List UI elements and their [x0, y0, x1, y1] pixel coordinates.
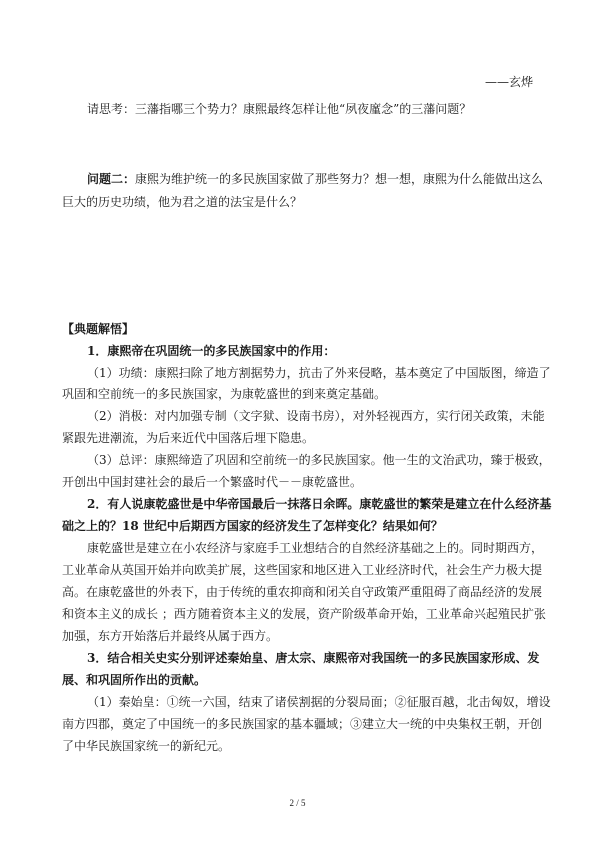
page-number: 2 / 5 [289, 798, 306, 808]
q2-answer-line3: 高。在康乾盛世的外表下，由于传统的重农抑商和闭关自守政策严重阻碍了商品经济的发展 [62, 585, 543, 599]
q2-answer-line5: 加强，东方开始落后并最终从属于西方。 [62, 629, 279, 643]
question2-text: 康熙为维护统一的多民族国家做了那些努力？想一想，康熙为什么能做出这么 [135, 172, 544, 186]
q3-title-line2: 展、和巩固所作出的贡献。 [62, 673, 207, 687]
q2-answer-line2: 工业革命从英国开始并向欧美扩展，这些国家和地区进入工业经济时代，社会生产力极大提 [62, 563, 543, 577]
question2-label: 问题二： [87, 172, 136, 186]
q3-answer-line3: 了中华民族国家统一的新纪元。 [62, 739, 231, 753]
q1-title: 1．康熙帝在巩固统一的多民族国家中的作用： [87, 344, 336, 358]
q2-title-line2: 础之上的？18 世纪中后期西方国家的经济发生了怎样变化？结果如何？ [62, 519, 443, 533]
q1-p2-line1: （2）消极：对内加强专制（文字狱、设南书房），对外轻视西方，实行闭关政策，未能 [87, 409, 545, 423]
q3-answer-line2: 南方四郡，奠定了中国统一的多民族国家的基本疆域；③建立大一统的中央集权王朝，开创 [62, 717, 543, 731]
q1-p3-line1: （3）总评：康熙缔造了巩固和空前统一的多民族国家。他一生的文治武功，臻于极致， [87, 453, 551, 467]
think-question: 请思考：三藩指哪三个势力？康熙最终怎样让他“夙夜廑念”的三藩问题？ [87, 102, 472, 116]
q1-p1-line2: 巩固和空前统一的多民族国家，为康乾盛世的到来奠定基础。 [62, 387, 387, 401]
q1-p3-line2: 开创出中国封建社会的最后一个繁盛时代－－康乾盛世。 [62, 475, 363, 489]
q2-answer-line1: 康乾盛世是建立在小农经济与家庭手工业想结合的自然经济基础之上的。同时期西方， [87, 541, 544, 555]
question2-line2: 巨大的历史功绩，他为君之道的法宝是什么？ [62, 195, 303, 209]
q3-answer-line1: （1）秦始皇：①统一六国，结束了诸侯割据的分裂局面；②征服百越，北击匈奴，增设 [87, 695, 551, 709]
q3-title-line1: 3．结合相关史实分别评述秦始皇、唐太宗、康熙帝对我国统一的多民族国家形成、发 [87, 651, 540, 665]
signature: ——玄烨 [484, 75, 533, 89]
q1-p1-line1: （1）功绩：康熙扫除了地方割据势力，抗击了外来侵略，基本奠定了中国版图，缔造了 [87, 366, 551, 380]
section-title: 【典题解悟】 [62, 322, 135, 336]
q2-answer-line4: 和资本主义的成长 ；西方随着资本主义的发展，资产阶级革命开始，工业革命兴起殖民扩张 [62, 607, 546, 621]
q2-title-line1: 2．有人说康乾盛世是中华帝国最后一抹落日余晖。康乾盛世的繁荣是建立在什么经济基 [87, 497, 552, 511]
question2-line1 [87, 172, 543, 186]
q1-p2-line2: 紧跟先进潮流，为后来近代中国落后埋下隐患。 [62, 431, 315, 445]
